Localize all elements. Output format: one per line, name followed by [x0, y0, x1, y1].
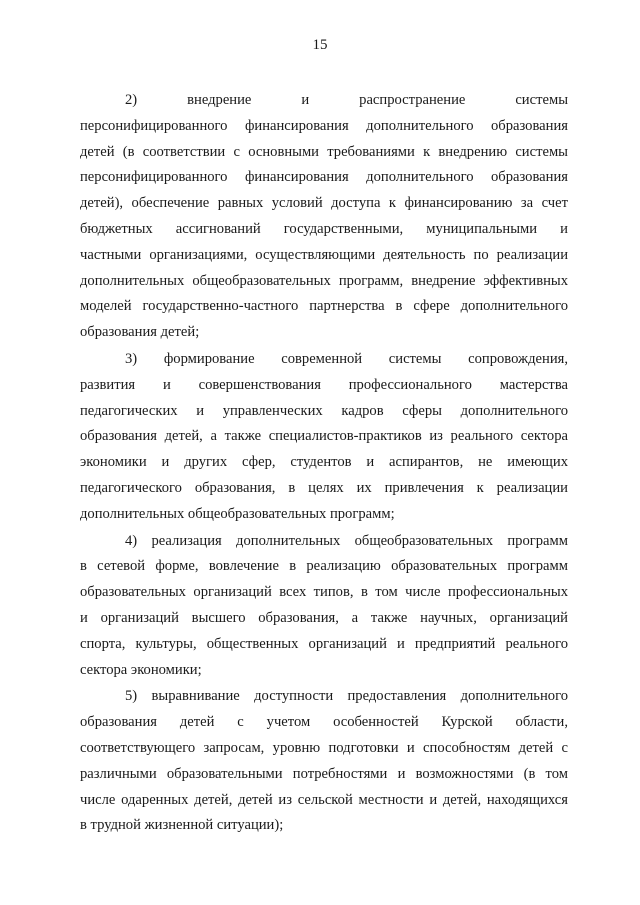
text-line: соответствующего запросам, уровню подготовки и способностям детей с	[80, 739, 568, 756]
text-line: в трудной жизненной ситуации);	[80, 817, 284, 834]
document-body	[80, 88, 568, 839]
text-line: развития и совершенствования профессионального мастерства	[80, 376, 568, 393]
text-line: образовательных организаций всех типов, в том числе профессиональных	[80, 584, 568, 601]
text-line: 5) выравнивание доступности предоставления дополнительного	[125, 688, 568, 705]
paragraph-item-4	[80, 529, 568, 684]
text-line: детей (в соответствии с основными требованиями к внедрению системы	[80, 143, 568, 160]
text-line: моделей государственно-частного партнерства в сфере дополнительного	[80, 298, 568, 315]
text-line: 3) формирование современной системы сопровождения,	[125, 350, 568, 367]
text-line: персонифицированного финансирования дополнительного образования	[80, 169, 568, 186]
paragraph-item-2	[80, 88, 568, 346]
text-line: образования детей;	[80, 324, 200, 341]
text-line: различными образовательными потребностями и возможностями (в том	[80, 765, 568, 782]
text-line: персонифицированного финансирования дополнительного образования	[80, 117, 568, 134]
text-line: в сетевой форме, вовлечение в реализацию образовательных программ	[80, 558, 568, 575]
text-line: детей), обеспечение равных условий доступа к финансированию за счет	[80, 195, 568, 212]
text-line: бюджетных ассигнований государственными, муниципальными и	[80, 220, 568, 237]
text-line: сектора экономики;	[80, 661, 202, 678]
text-line: образования детей, а также специалистов-практиков из реального сектора	[80, 428, 568, 445]
text-line: спорта, культуры, общественных организаций и предприятий реального	[80, 635, 568, 652]
text-line: частными организациями, осуществляющими деятельность по реализации	[80, 246, 568, 263]
text-line: педагогических и управленческих кадров сферы дополнительного	[80, 402, 568, 419]
paragraph-item-3	[80, 347, 568, 528]
text-line: экономики и других сфер, студентов и аспирантов, не имеющих	[80, 454, 568, 471]
text-line: дополнительных общеобразовательных программ, внедрение эффективных	[80, 272, 568, 289]
text-line: дополнительных общеобразовательных программ;	[80, 505, 395, 522]
text-line: педагогического образования, в целях их привлечения к реализации	[80, 479, 568, 496]
text-line: 4) реализация дополнительных общеобразовательных программ	[125, 532, 568, 549]
text-line: и организаций высшего образования, а также научных, организаций	[80, 609, 568, 626]
text-line: числе одаренных детей, детей из сельской местности и детей, находящихся	[80, 791, 568, 808]
text-line: 2) внедрение и распространение системы	[125, 92, 568, 108]
paragraph-item-5	[80, 684, 568, 839]
text-line: образования детей с учетом особенностей Курской области,	[80, 714, 568, 731]
page-number: 15	[312, 37, 328, 53]
